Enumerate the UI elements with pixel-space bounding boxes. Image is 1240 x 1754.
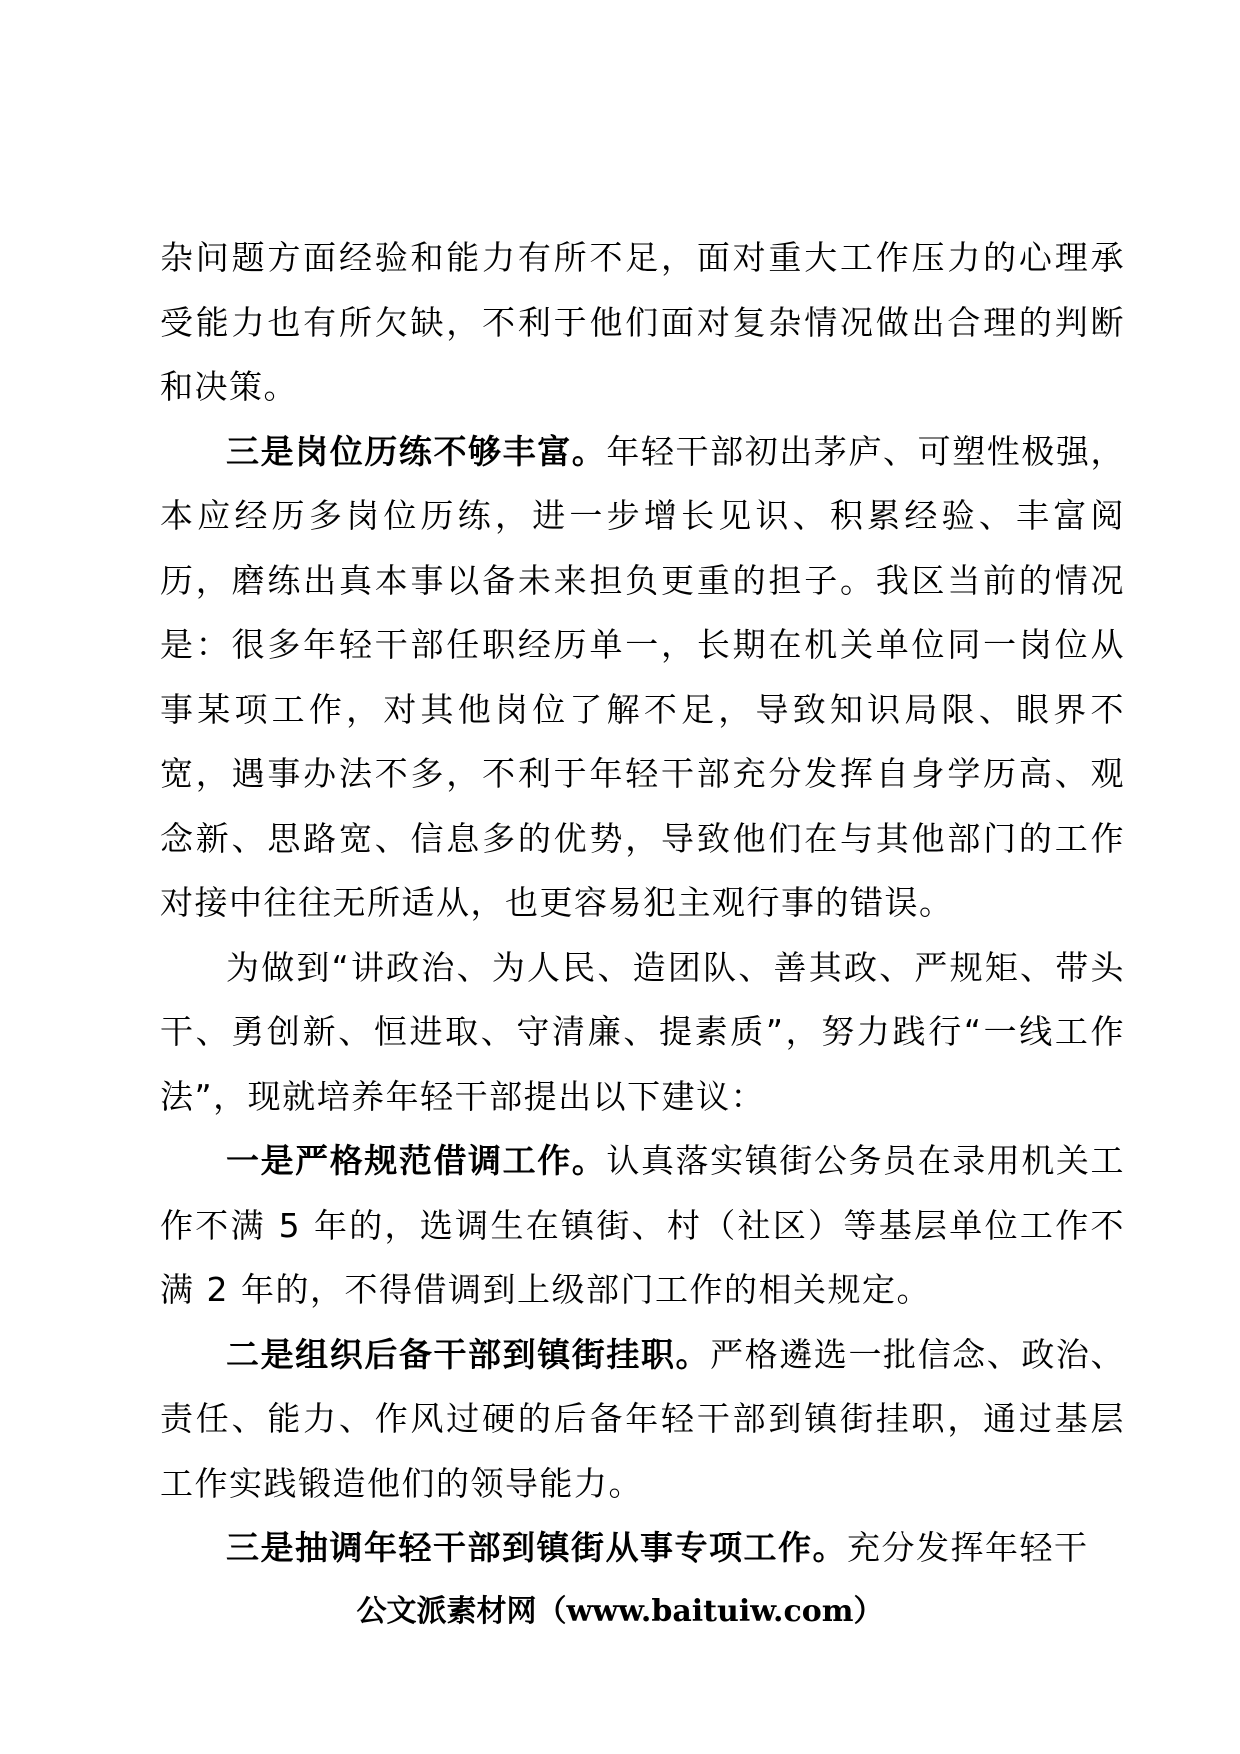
- paragraph-5-lead: 二是组织后备干部到镇街挂职。: [226, 1334, 711, 1374]
- paragraph-6-lead: 三是抽调年轻干部到镇街从事专项工作。: [226, 1528, 847, 1567]
- document-body: [160, 226, 1125, 1581]
- paragraph-2-text: 年轻干部初出茅庐、可塑性极强，本应经历多岗位历练，进一步增长见识、积累经验、丰富阅历，磨练出真本事以备未来担负更重的担子。我区当前的情况是：很多年轻干部任职经历单一，长期在机关单位同一岗位从事某项工作，对其他岗位了解不足，导致知识局限、眼界不宽，遇事办法不多，不利于年轻干部充分发挥自身学历高、观念新、思路宽、信息多的优势，导致他们在与其他部门的工作对接中往往无所适从，也更容易犯主观行事的错误。: [160, 431, 1126, 922]
- paragraph-2: [160, 420, 1125, 936]
- paragraph-1: [160, 226, 1125, 420]
- paragraph-6: [160, 1516, 1125, 1581]
- paragraph-2-lead: 三是岗位历练不够丰富。: [226, 431, 607, 471]
- paragraph-4-text: 认真落实镇街公务员在录用机关工作不满 5 年的，选调生在镇街、村（社区）等基层单位工作不满 2 年的，不得借调到上级部门工作的相关规定。: [160, 1141, 1126, 1309]
- paragraph-1-text: 杂问题方面经验和能力有所不足，面对重大工作压力的心理承受能力也有所欠缺，不利于他们面对复杂情况做出合理的判断和决策。: [160, 238, 1125, 406]
- paragraph-6-text: 充分发挥年轻干: [847, 1528, 1089, 1567]
- paragraph-5: [160, 1323, 1125, 1517]
- paragraph-3-text: 为做到“讲政治、为人民、造团队、善其政、严规矩、带头干、勇创新、恒进取、守清廉、提素质”，努力践行“一线工作法”，现就培养年轻干部提出以下建议：: [160, 947, 1125, 1116]
- paragraph-4: [160, 1129, 1125, 1323]
- paragraph-3: [160, 936, 1125, 1130]
- paragraph-5-text: 严格遴选一批信念、政治、责任、能力、作风过硬的后备年轻干部到镇街挂职，通过基层工作实践锻造他们的领导能力。: [160, 1334, 1126, 1503]
- paragraph-4-lead: 一是严格规范借调工作。: [226, 1141, 607, 1180]
- footer-watermark: 公文派素材网（www.baituiw.com）: [356, 1594, 884, 1629]
